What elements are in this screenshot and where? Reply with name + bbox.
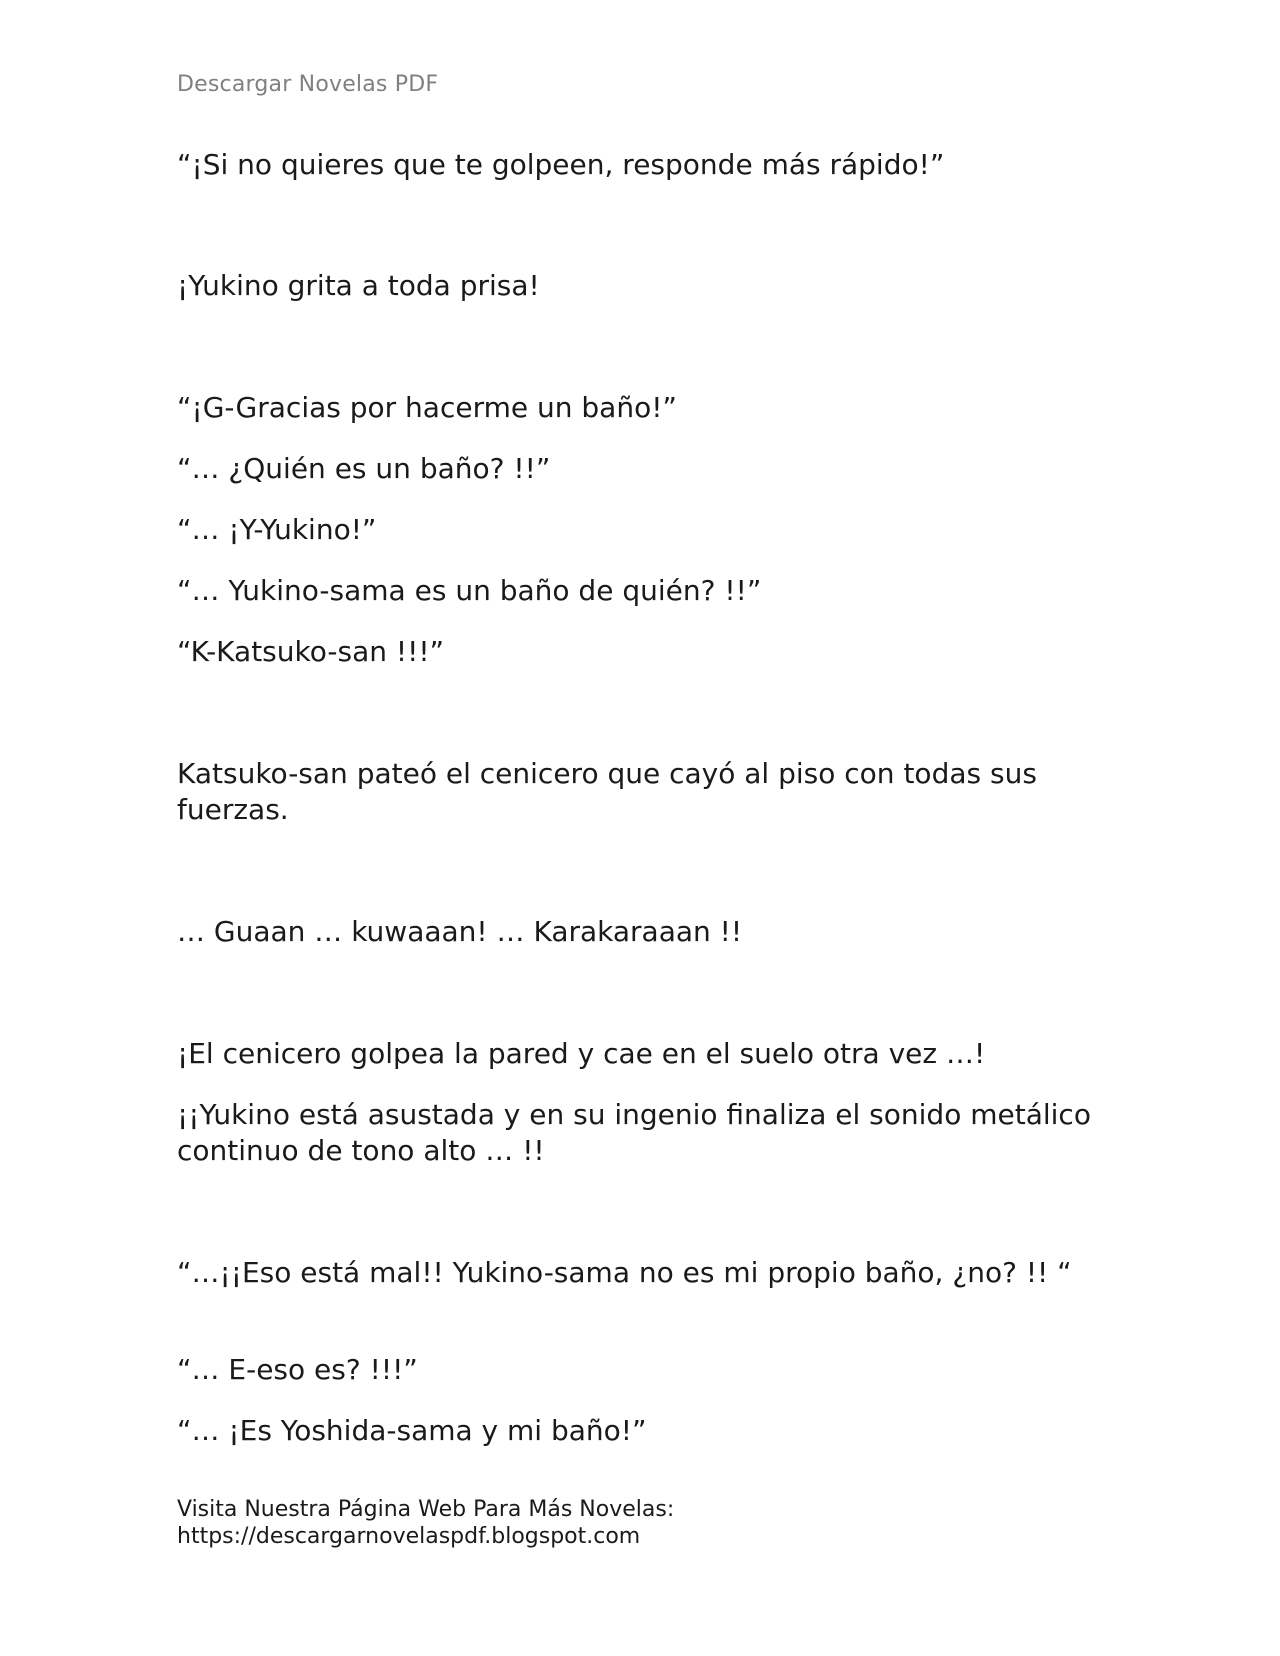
- footer-website-url: https://descargarnovelaspdf.blogspot.com: [177, 1524, 641, 1549]
- paragraph-5: “… ¡Y-Yukino!”: [177, 513, 377, 546]
- paragraph-10: ¡El cenicero golpea la pared y cae en el suelo otra vez …!: [177, 1037, 986, 1070]
- paragraph-13: “… E-eso es? !!!”: [177, 1353, 418, 1386]
- paragraph-9: … Guaan … kuwaaan! … Karakaraaan !!: [177, 915, 743, 948]
- paragraph-11: ¡¡Yukino está asustada y en su ingenio finaliza el sonido metálico continuo de tono alto … !!: [177, 1098, 1100, 1167]
- paragraph-8: Katsuko-san pateó el cenicero que cayó al piso con todas sus fuerzas.: [177, 757, 1046, 826]
- paragraph-14: “… ¡Es Yoshida-sama y mi baño!”: [177, 1414, 647, 1447]
- paragraph-4: “… ¿Quién es un baño? !!”: [177, 452, 551, 485]
- paragraph-1: “¡Si no quieres que te golpeen, responde más rápido!”: [177, 148, 945, 181]
- paragraph-6: “… Yukino-sama es un baño de quién? !!”: [177, 574, 762, 607]
- page-footer: [177, 1496, 674, 1550]
- paragraph-12: “…¡¡Eso está mal!! Yukino-sama no es mi propio baño, ¿no? !! “: [177, 1256, 1072, 1289]
- page-header: Descargar Novelas PDF: [177, 72, 439, 97]
- footer-promo-text: Visita Nuestra Página Web Para Más Novelas:: [177, 1497, 675, 1522]
- paragraph-2: ¡Yukino grita a toda prisa!: [177, 269, 540, 302]
- paragraph-3: “¡G-Gracias por hacerme un baño!”: [177, 391, 677, 424]
- paragraph-7: “K-Katsuko-san !!!”: [177, 635, 445, 668]
